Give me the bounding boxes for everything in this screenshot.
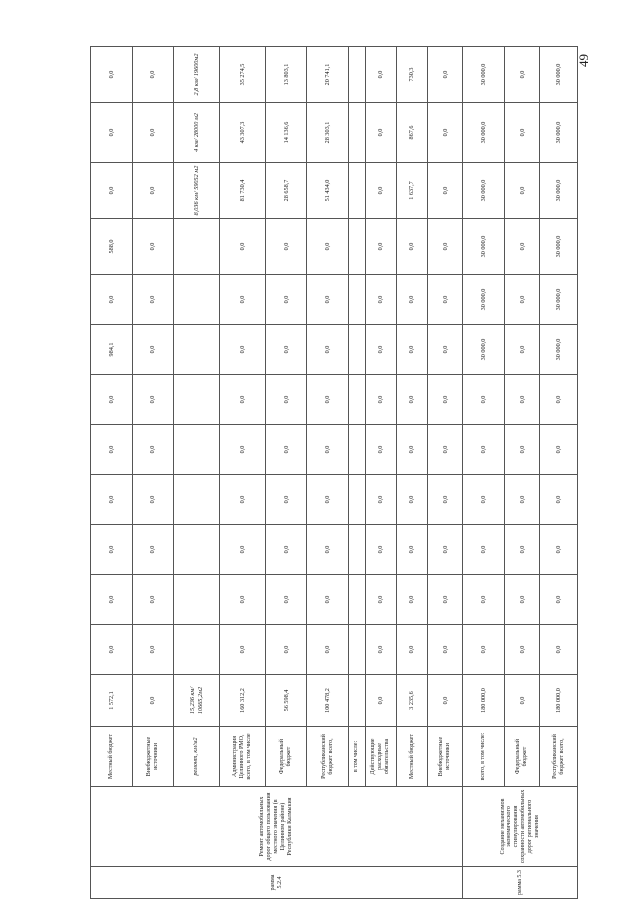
year-value-cell: 0,0 — [265, 475, 307, 525]
year-value-cell: 0,0 — [132, 475, 174, 525]
year-value-cell: 0,0 — [132, 47, 174, 103]
year-value-cell: 867,6 — [396, 103, 427, 163]
year-value-cell: 0,0 — [505, 275, 540, 325]
year-value-cell: 0,0 — [428, 163, 463, 219]
funding-source-cell: Внебюджетные источники — [132, 727, 174, 787]
total-cell: 180 000,0 — [463, 675, 505, 727]
program-code-cell: рамма 5.3 — [463, 867, 578, 899]
year-value-cell: 0,0 — [265, 575, 307, 625]
total-cell: 180 000,0 — [540, 675, 578, 727]
total-cell — [349, 675, 366, 727]
year-value-cell: 0,0 — [505, 525, 540, 575]
year-value-cell: 0,0 — [505, 475, 540, 525]
year-value-cell: 0,0 — [428, 275, 463, 325]
year-value-cell: 0,0 — [307, 575, 349, 625]
funding-source-cell: Федеральный бюджет — [505, 727, 540, 787]
year-value-cell: 0,0 — [463, 375, 505, 425]
funding-source-cell: Федеральный бюджет — [265, 727, 307, 787]
year-value-cell: 0,0 — [396, 525, 427, 575]
year-value-cell: 0,0 — [540, 575, 578, 625]
year-value-cell: 30 000,0 — [463, 275, 505, 325]
year-value-cell: 0,0 — [132, 575, 174, 625]
year-value-cell: 0,0 — [540, 475, 578, 525]
year-value-cell: 0,0 — [463, 475, 505, 525]
year-value-cell: 0,0 — [365, 575, 396, 625]
year-value-cell: 0,0 — [91, 525, 133, 575]
event-name-cell: Ремонт автомобильных дорог общего пользования местного значения (в Целинном районе) Республики Калмыкия — [91, 787, 463, 867]
program-code-cell: рамма 5.2.4 — [91, 867, 463, 899]
year-value-cell: 1 637,7 — [396, 163, 427, 219]
event-name-cell: Создание механизмов экономического стимулирования сохранности автомобильных дорог регионального значения — [463, 787, 578, 867]
year-value-cell: 0,0 — [505, 375, 540, 425]
year-value-cell: 0,0 — [132, 425, 174, 475]
year-value-cell: 0,0 — [307, 275, 349, 325]
year-value-cell: 0,0 — [307, 219, 349, 275]
year-value-cell: 30 000,0 — [540, 275, 578, 325]
year-value-cell: 30 000,0 — [463, 163, 505, 219]
year-value-cell: 20 741,1 — [307, 47, 349, 103]
year-value-cell: 0,0 — [428, 475, 463, 525]
total-cell: 56 598,4 — [265, 675, 307, 727]
year-value-cell: 0,0 — [396, 275, 427, 325]
year-value-cell — [174, 475, 220, 525]
funding-source-cell: ремонт, км/м2 — [174, 727, 220, 787]
table-row — [220, 47, 266, 899]
year-value-cell — [174, 525, 220, 575]
year-value-cell: 0,0 — [132, 275, 174, 325]
year-value-cell: 30 000,0 — [463, 325, 505, 375]
year-value-cell: 0,0 — [505, 47, 540, 103]
table-row — [349, 47, 366, 899]
year-value-cell: 0,0 — [132, 103, 174, 163]
year-value-cell: 0,0 — [365, 219, 396, 275]
year-value-cell — [174, 575, 220, 625]
year-value-cell: 0,0 — [91, 163, 133, 219]
year-value-cell: 0,0 — [220, 425, 266, 475]
year-value-cell — [174, 425, 220, 475]
year-value-cell: 0,0 — [220, 275, 266, 325]
funding-source-cell: в том числе: — [349, 727, 366, 787]
year-value-cell: 0,0 — [307, 525, 349, 575]
year-value-cell: 0,0 — [265, 219, 307, 275]
year-value-cell: 0,0 — [428, 425, 463, 475]
year-value-cell: 0,0 — [132, 219, 174, 275]
year-value-cell: 0,0 — [365, 475, 396, 525]
year-value-cell: 0,0 — [463, 575, 505, 625]
year-value-cell: 0,0 — [505, 575, 540, 625]
budget-table — [90, 46, 578, 899]
year-value-cell: 0,0 — [365, 163, 396, 219]
year-value-cell: 0,0 — [220, 219, 266, 275]
year-value-cell: 0,0 — [220, 525, 266, 575]
table-row — [428, 47, 463, 899]
table-row — [174, 47, 220, 899]
year-value-cell: 4 км/ 28000 м2 — [174, 103, 220, 163]
funding-source-cell: Республиканский бюджет всего, — [540, 727, 578, 787]
funding-source-cell: всего, в том числе: — [463, 727, 505, 787]
year-value-cell: 0,0 — [540, 525, 578, 575]
year-value-cell: 0,0 — [265, 425, 307, 475]
year-value-cell: 0,0 — [307, 625, 349, 675]
total-cell: 0,0 — [132, 675, 174, 727]
year-value-cell: 13 803,1 — [265, 47, 307, 103]
total-cell: 1 572,1 — [91, 675, 133, 727]
year-value-cell — [349, 47, 366, 103]
year-value-cell: 51 434,0 — [307, 163, 349, 219]
year-value-cell: 0,0 — [396, 219, 427, 275]
year-value-cell: 0,0 — [396, 625, 427, 675]
total-cell: 160 312,2 — [220, 675, 266, 727]
year-value-cell: 0,0 — [220, 375, 266, 425]
year-value-cell: 8,036 км/ 59052 м2 — [174, 163, 220, 219]
total-cell: 100 478,2 — [307, 675, 349, 727]
year-value-cell — [349, 163, 366, 219]
year-value-cell: 0,0 — [307, 375, 349, 425]
year-value-cell — [349, 525, 366, 575]
year-value-cell: 0,0 — [463, 425, 505, 475]
year-value-cell: 0,0 — [265, 275, 307, 325]
year-value-cell: 0,0 — [396, 425, 427, 475]
total-cell: 0,0 — [428, 675, 463, 727]
year-value-cell: 30 000,0 — [540, 219, 578, 275]
year-value-cell: 0,0 — [365, 425, 396, 475]
year-value-cell: 0,0 — [396, 375, 427, 425]
table-row — [265, 47, 307, 899]
year-value-cell: 0,0 — [132, 375, 174, 425]
page-number: 49 — [576, 54, 591, 67]
year-value-cell: 2,8 км/ 19600м2 — [174, 47, 220, 103]
year-value-cell: 28 658,7 — [265, 163, 307, 219]
year-value-cell: 0,0 — [265, 625, 307, 675]
year-value-cell: 14 136,6 — [265, 103, 307, 163]
year-value-cell — [174, 275, 220, 325]
year-value-cell: 984,1 — [91, 325, 133, 375]
year-value-cell: 0,0 — [365, 275, 396, 325]
year-value-cell: 0,0 — [396, 475, 427, 525]
year-value-cell: 0,0 — [91, 475, 133, 525]
year-value-cell: 30 000,0 — [463, 219, 505, 275]
funding-source-cell: Республиканский бюджет всего, — [307, 727, 349, 787]
funding-source-cell: Местный бюджет — [91, 727, 133, 787]
year-value-cell: 0,0 — [463, 625, 505, 675]
year-value-cell: 0,0 — [540, 375, 578, 425]
year-value-cell: 0,0 — [132, 625, 174, 675]
year-value-cell: 0,0 — [91, 625, 133, 675]
year-value-cell — [349, 219, 366, 275]
year-value-cell: 0,0 — [428, 625, 463, 675]
year-value-cell: 0,0 — [220, 575, 266, 625]
year-value-cell: 0,0 — [428, 375, 463, 425]
year-value-cell: 43 307,3 — [220, 103, 266, 163]
table-row — [91, 47, 133, 899]
total-cell: 15,236 км/ 10665,2м2 — [174, 675, 220, 727]
year-value-cell: 30 000,0 — [463, 47, 505, 103]
year-value-cell: 0,0 — [505, 325, 540, 375]
year-value-cell — [349, 325, 366, 375]
year-value-cell: 0,0 — [307, 425, 349, 475]
year-value-cell: 35 274,5 — [220, 47, 266, 103]
year-value-cell: 0,0 — [220, 475, 266, 525]
year-value-cell: 0,0 — [428, 325, 463, 375]
year-value-cell: 0,0 — [91, 103, 133, 163]
year-value-cell: 0,0 — [365, 375, 396, 425]
year-value-cell: 0,0 — [365, 47, 396, 103]
year-value-cell — [349, 103, 366, 163]
year-value-cell: 0,0 — [220, 625, 266, 675]
year-value-cell: 0,0 — [505, 103, 540, 163]
year-value-cell: 0,0 — [91, 575, 133, 625]
year-value-cell — [174, 325, 220, 375]
year-value-cell: 0,0 — [91, 47, 133, 103]
year-value-cell: 0,0 — [307, 475, 349, 525]
table-row — [396, 47, 427, 899]
year-value-cell: 0,0 — [505, 625, 540, 675]
year-value-cell: 0,0 — [428, 575, 463, 625]
year-value-cell — [174, 375, 220, 425]
year-value-cell: 0,0 — [428, 47, 463, 103]
year-value-cell: 588,0 — [91, 219, 133, 275]
year-value-cell: 0,0 — [540, 425, 578, 475]
total-cell: 0,0 — [505, 675, 540, 727]
year-value-cell: 0,0 — [428, 525, 463, 575]
year-value-cell: 30 000,0 — [540, 325, 578, 375]
table-row — [540, 47, 578, 899]
table-row — [463, 47, 505, 899]
year-value-cell: 30 000,0 — [540, 163, 578, 219]
year-value-cell: 0,0 — [463, 525, 505, 575]
total-cell: 0,0 — [365, 675, 396, 727]
table-row — [132, 47, 174, 899]
year-value-cell: 0,0 — [265, 325, 307, 375]
year-value-cell — [349, 475, 366, 525]
year-value-cell: 30 000,0 — [540, 103, 578, 163]
funding-source-cell: Действующие расходные обязательства — [365, 727, 396, 787]
year-value-cell — [349, 375, 366, 425]
year-value-cell: 0,0 — [365, 325, 396, 375]
year-value-cell: 0,0 — [428, 103, 463, 163]
year-value-cell: 0,0 — [220, 325, 266, 375]
funding-source-cell: Местный бюджет — [396, 727, 427, 787]
total-cell: 3 235,6 — [396, 675, 427, 727]
year-value-cell: 0,0 — [132, 163, 174, 219]
year-value-cell: 0,0 — [505, 425, 540, 475]
year-value-cell: 0,0 — [365, 103, 396, 163]
year-value-cell — [349, 575, 366, 625]
year-value-cell — [174, 219, 220, 275]
year-value-cell: 0,0 — [91, 425, 133, 475]
year-value-cell — [349, 425, 366, 475]
funding-source-cell: Администрация Целинного РМО, всего, в том числе — [220, 727, 266, 787]
year-value-cell: 28 303,1 — [307, 103, 349, 163]
table-row — [307, 47, 349, 899]
year-value-cell: 81 730,4 — [220, 163, 266, 219]
table-row — [365, 47, 396, 899]
year-value-cell: 0,0 — [132, 525, 174, 575]
year-value-cell: 0,0 — [428, 219, 463, 275]
year-value-cell: 0,0 — [265, 375, 307, 425]
year-value-cell — [174, 625, 220, 675]
table-row — [505, 47, 540, 899]
year-value-cell — [349, 625, 366, 675]
year-value-cell: 0,0 — [396, 575, 427, 625]
year-value-cell: 0,0 — [91, 275, 133, 325]
year-value-cell: 730,3 — [396, 47, 427, 103]
year-value-cell: 30 000,0 — [463, 103, 505, 163]
funding-source-cell: Внебюджетные источники — [428, 727, 463, 787]
year-value-cell: 0,0 — [365, 525, 396, 575]
year-value-cell: 0,0 — [307, 325, 349, 375]
year-value-cell: 0,0 — [540, 625, 578, 675]
year-value-cell: 0,0 — [91, 375, 133, 425]
year-value-cell: 0,0 — [396, 325, 427, 375]
year-value-cell: 0,0 — [265, 525, 307, 575]
year-value-cell: 0,0 — [365, 625, 396, 675]
year-value-cell: 0,0 — [132, 325, 174, 375]
year-value-cell — [349, 275, 366, 325]
year-value-cell: 0,0 — [505, 219, 540, 275]
year-value-cell: 30 000,0 — [540, 47, 578, 103]
year-value-cell: 0,0 — [505, 163, 540, 219]
